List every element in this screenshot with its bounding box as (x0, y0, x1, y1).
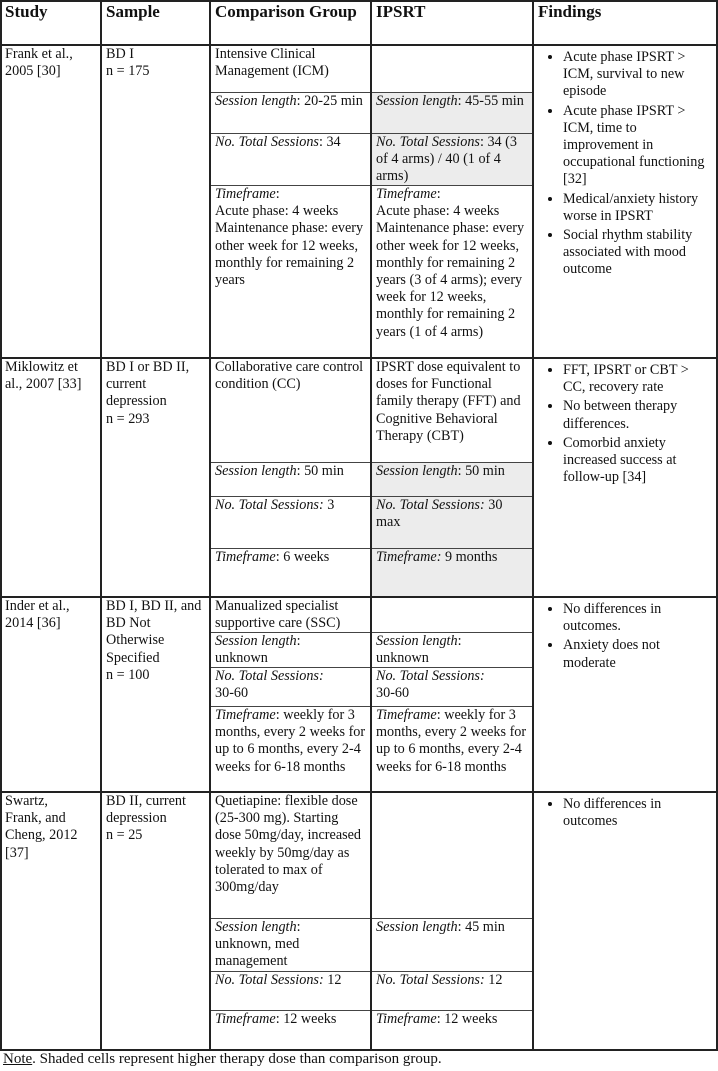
findings-cell (533, 45, 718, 358)
ipsrt-label: No. Total Sessions: (376, 668, 485, 684)
ipsrt-label: Timeframe: (376, 549, 442, 565)
comparison-value: : unknown (215, 633, 301, 667)
finding-item: • No differences in outcomes (563, 796, 713, 830)
comparison-label: No. Total Sessions: (215, 668, 324, 684)
ipsrt-subcell (371, 45, 533, 92)
ipsrt-value: 30-60 (376, 685, 410, 702)
sub-row-divider (210, 496, 371, 497)
findings-list (538, 601, 713, 672)
comparison-value: : weekly for 3 months, every 2 weeks for up to 6 months, every 2-4 weeks for 6-18 months (215, 707, 366, 775)
comparison-value: : 12 weeks (275, 1011, 337, 1027)
ipsrt-value: : 45 min (457, 919, 505, 935)
comparison-label: Session length (215, 463, 297, 479)
comparison-subcell (210, 548, 371, 597)
sub-row-divider (371, 706, 533, 707)
comparison-value: Manualized specialist supportive care (SSC) (215, 598, 341, 632)
ipsrt-subcell (371, 597, 533, 632)
ipsrt-subcell (371, 92, 533, 133)
header-study: Study (5, 2, 48, 21)
comparison-label: No. Total Sessions: (215, 972, 324, 988)
comparison-subcell (210, 45, 371, 92)
header-sample: Sample (106, 2, 160, 21)
row-divider (0, 596, 718, 598)
comparison-subcell (210, 706, 371, 792)
ipsrt-label: Session length (376, 463, 458, 479)
study-cell: Swartz, Frank, and Cheng, 2012 [37] (5, 793, 78, 861)
comparison-subcell (210, 133, 371, 185)
ipsrt-label: Session length (376, 633, 458, 649)
comparison-value: : Acute phase: 4 weeks Maintenance phase: every other week for 12 weeks, monthly for remaining 2 years (215, 186, 364, 289)
ipsrt-subcell (371, 358, 533, 462)
comparison-subcell (210, 92, 371, 133)
note-label: Note (3, 1051, 33, 1067)
column-divider (100, 0, 102, 1051)
ipsrt-label: Timeframe (376, 1011, 437, 1027)
ipsrt-value: 12 (484, 972, 503, 988)
ipsrt-label: Session length (376, 919, 458, 935)
ipsrt-value: : unknown (376, 633, 462, 667)
comparison-subcell (210, 597, 371, 632)
ipsrt-value: 9 months (441, 549, 498, 565)
sub-row-divider (371, 1010, 533, 1011)
column-divider (0, 0, 2, 1051)
ipsrt-value: : weekly for 3 months, every 2 weeks for up to 6 months, every 2-4 weeks for 6-18 months (376, 707, 527, 775)
table-note (3, 1051, 442, 1068)
comparison-subcell (210, 667, 371, 706)
findings-list (538, 796, 713, 830)
ipsrt-subcell (371, 971, 533, 1010)
findings-list (538, 362, 713, 486)
comparison-label: No. Total Sessions (215, 134, 319, 150)
findings-list (538, 49, 713, 279)
note-text: . Shaded cells represent higher therapy dose than comparison group. (32, 1051, 442, 1067)
comparison-value: : unknown, med management (215, 919, 301, 970)
row-divider (0, 44, 718, 46)
findings-cell (533, 358, 718, 597)
finding-item: • No between therapy differences. (563, 398, 713, 432)
sub-row-divider (210, 548, 371, 549)
comparison-value: Collaborative care control condition (CC) (215, 359, 364, 393)
sub-row-divider (371, 548, 533, 549)
sample-cell: BD II, current depression n = 25 (106, 793, 186, 844)
sub-row-divider (210, 1010, 371, 1011)
sub-row-divider (210, 185, 371, 186)
comparison-value: Intensive Clinical Management (ICM) (215, 46, 329, 80)
finding-item: • Medical/anxiety history worse in IPSRT (563, 191, 713, 225)
comparison-label: Session length (215, 93, 297, 109)
ipsrt-value: 30 max (376, 497, 503, 531)
sub-row-divider (371, 462, 533, 463)
sub-row-divider (210, 92, 371, 93)
ipsrt-value: : 50 min (457, 463, 505, 479)
comparison-value: 12 (323, 972, 342, 988)
sub-row-divider (371, 185, 533, 186)
comparison-subcell (210, 1010, 371, 1050)
comparison-label: Timeframe (215, 549, 276, 565)
ipsrt-value: : Acute phase: 4 weeks Maintenance phase: every other week for 12 weeks, monthly for remaining 2 years (3 of 4 arms); every week for 12 weeks, monthly for remaining 2 years (1 of 4 arms) (376, 186, 525, 340)
sub-row-divider (210, 706, 371, 707)
sample-cell: BD I n = 175 (106, 46, 150, 80)
comparison-label: Timeframe (215, 1011, 276, 1027)
ipsrt-subcell (371, 632, 533, 667)
comparison-subcell (210, 792, 371, 918)
comparison-label: Timeframe (215, 707, 276, 723)
sub-row-divider (210, 667, 371, 668)
sub-row-divider (371, 971, 533, 972)
comparison-subcell (210, 185, 371, 358)
comparison-subcell (210, 918, 371, 971)
study-cell: Miklowitz et al., 2007 [33] (5, 359, 82, 393)
ipsrt-value: IPSRT dose equivalent to doses for Functional family therapy (FFT) and Cognitive Behavioral Therapy (CBT) (376, 359, 521, 444)
study-cell: Frank et al., 2005 [30] (5, 46, 73, 80)
ipsrt-label: Timeframe (376, 707, 437, 723)
column-divider (209, 0, 211, 1051)
finding-item: • FFT, IPSRT or CBT > CC, recovery rate (563, 362, 713, 396)
ipsrt-label: Timeframe (376, 186, 437, 202)
ipsrt-subcell (371, 667, 533, 706)
comparison-value: : 34 (318, 134, 341, 150)
ipsrt-value: : 34 (3 of 4 arms) / 40 (1 of 4 arms) (376, 134, 517, 185)
ipsrt-subcell (371, 496, 533, 548)
comparison-label: No. Total Sessions: (215, 497, 324, 513)
ipsrt-subcell (371, 918, 533, 971)
sub-row-divider (371, 918, 533, 919)
comparison-subcell (210, 496, 371, 548)
sub-row-divider (210, 971, 371, 972)
sub-row-divider (210, 918, 371, 919)
sub-row-divider (210, 632, 371, 633)
comparison-value: : 50 min (296, 463, 344, 479)
ipsrt-subcell (371, 706, 533, 792)
comparison-value: : 6 weeks (275, 549, 330, 565)
ipsrt-subcell (371, 133, 533, 185)
column-divider (532, 0, 534, 1051)
comparison-label: Session length (215, 633, 297, 649)
ipsrt-subcell (371, 548, 533, 597)
comparison-subcell (210, 462, 371, 496)
sample-cell: BD I, BD II, and BD Not Otherwise Specified n = 100 (106, 598, 202, 683)
finding-item: • Social rhythm stability associated with mood outcome (563, 227, 713, 279)
ipsrt-label: Session length (376, 93, 458, 109)
sample-cell: BD I or BD II, current depression n = 293 (106, 359, 190, 427)
sub-row-divider (210, 462, 371, 463)
sub-row-divider (210, 133, 371, 134)
comparison-label: Timeframe (215, 186, 276, 202)
sub-row-divider (371, 133, 533, 134)
ipsrt-label: No. Total Sessions: (376, 972, 485, 988)
row-divider (0, 0, 718, 2)
sub-row-divider (371, 92, 533, 93)
comparison-subcell (210, 971, 371, 1010)
comparison-subcell (210, 632, 371, 667)
finding-item: • Anxiety does not moderate (563, 637, 713, 671)
sub-row-divider (371, 632, 533, 633)
comparison-subcell (210, 358, 371, 462)
finding-item: • No differences in outcomes. (563, 601, 713, 635)
comparison-value: : 20-25 min (296, 93, 363, 109)
header-comparison-group: Comparison Group (215, 2, 357, 21)
findings-cell (533, 597, 718, 792)
ipsrt-subcell (371, 1010, 533, 1050)
ipsrt-value: : 45-55 min (457, 93, 524, 109)
ipsrt-value: : 12 weeks (436, 1011, 498, 1027)
ipsrt-subcell (371, 792, 533, 918)
header-findings: Findings (538, 2, 602, 21)
row-divider (0, 357, 718, 359)
row-divider (0, 791, 718, 793)
column-divider (370, 0, 372, 1051)
header-ipsrt: IPSRT (376, 2, 426, 21)
sub-row-divider (371, 496, 533, 497)
comparison-value: 3 (323, 497, 335, 513)
comparison-label: Session length (215, 919, 297, 935)
ipsrt-subcell (371, 462, 533, 496)
ipsrt-label: No. Total Sessions (376, 134, 480, 150)
finding-item: • Acute phase IPSRT > ICM, survival to new episode (563, 49, 713, 101)
comparison-value: 30-60 (215, 685, 249, 702)
findings-cell (533, 792, 718, 1050)
comparison-value: Quetiapine: flexible dose (25-300 mg). Starting dose 50mg/day, increased weekly by 50mg/day as tolerated to max of 300mg/day (215, 793, 362, 896)
finding-item: • Comorbid anxiety increased success at follow-up [34] (563, 435, 713, 487)
sub-row-divider (371, 667, 533, 668)
study-cell: Inder et al., 2014 [36] (5, 598, 70, 632)
ipsrt-label: No. Total Sessions: (376, 497, 485, 513)
ipsrt-subcell (371, 185, 533, 358)
finding-item: • Acute phase IPSRT > ICM, time to improvement in occupational functioning [32] (563, 103, 713, 189)
